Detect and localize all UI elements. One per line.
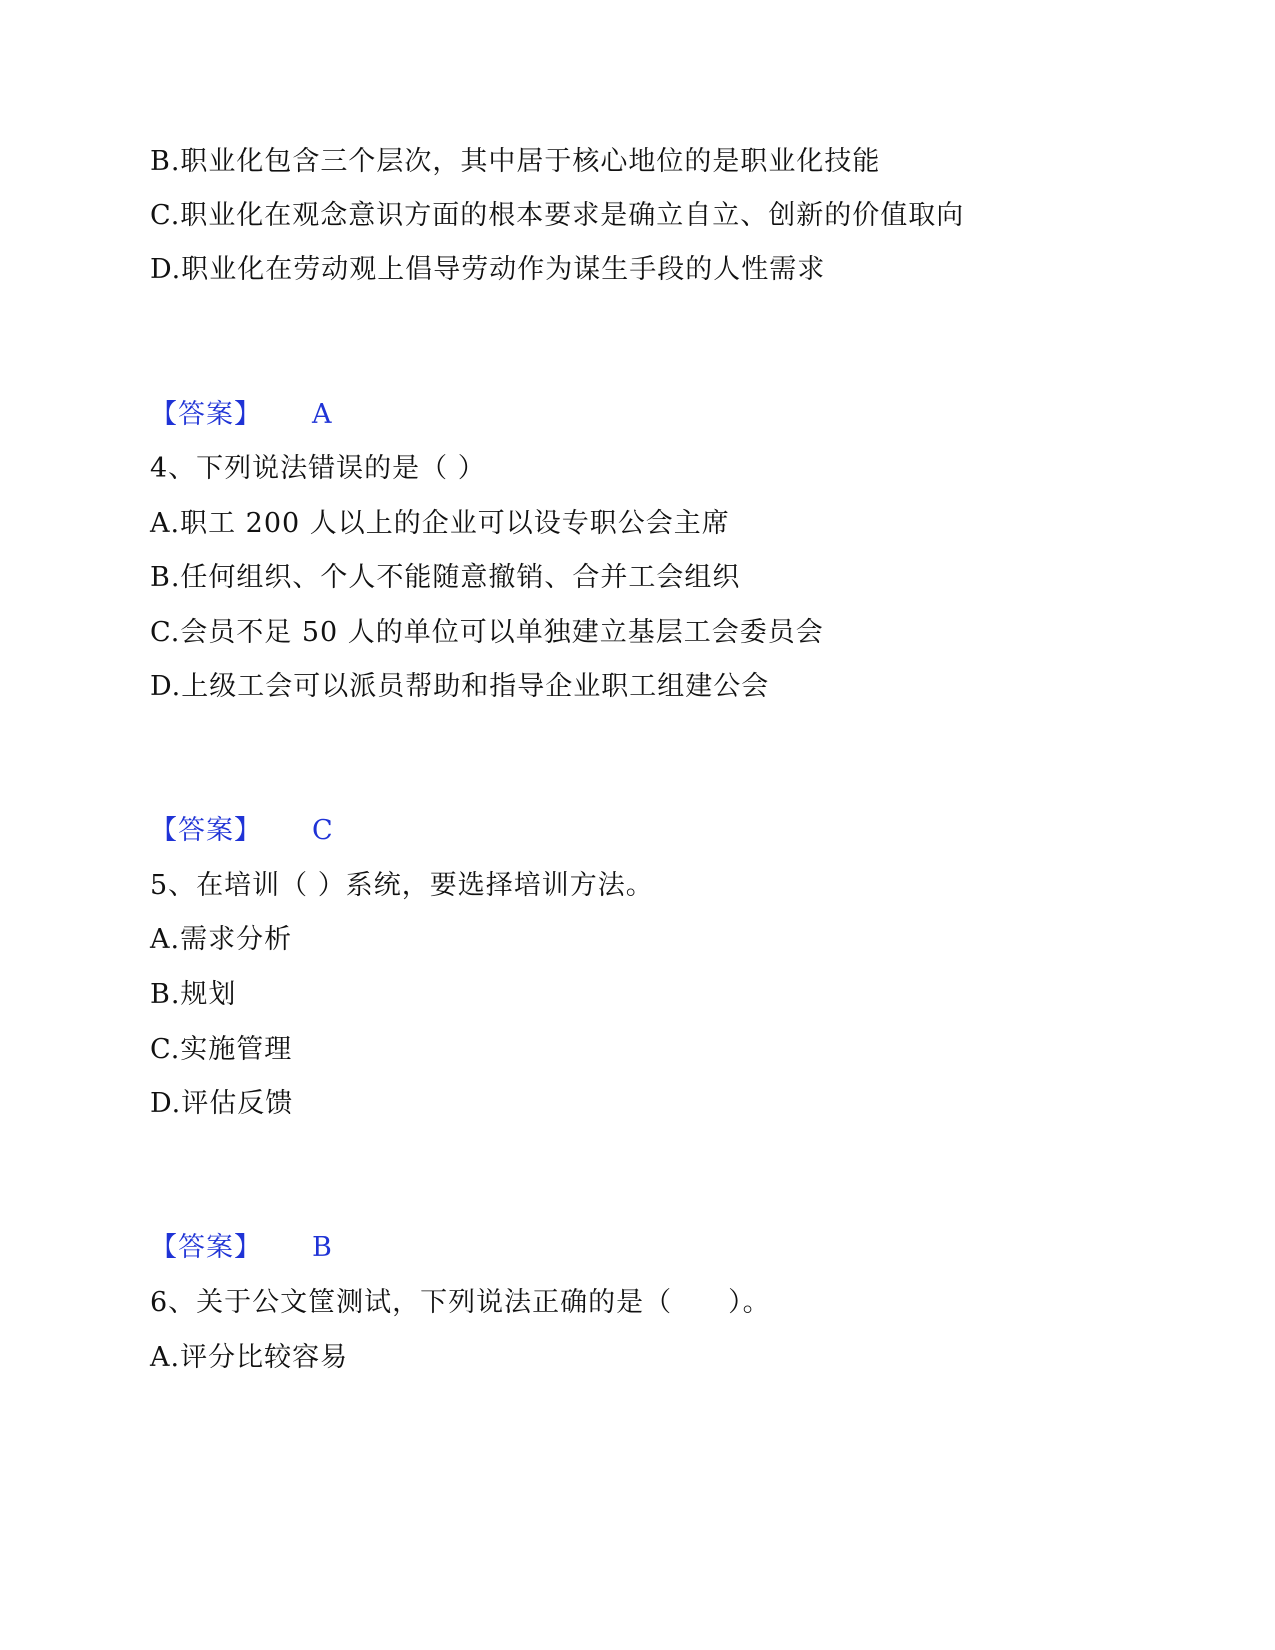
q3-answer <box>150 397 333 433</box>
answer-label: 【答案】 <box>150 815 262 846</box>
q3-option-b: B.职业化包含三个层次，其中居于核心地位的是职业化技能 <box>150 146 881 177</box>
q5-option-a: A.需求分析 <box>150 924 293 955</box>
q4-question: 4、下列说法错误的是（ ） <box>150 453 486 484</box>
q4-answer <box>150 813 334 849</box>
q6-question: 6、关于公文筐测试，下列说法正确的是（ ）。 <box>150 1287 771 1318</box>
q4-option-d: D.上级工会可以派员帮助和指导企业职工组建公会 <box>150 671 770 702</box>
q3-option-d: D.职业化在劳动观上倡导劳动作为谋生手段的人性需求 <box>150 254 826 285</box>
q4-option-a: A.职工 200 人以上的企业可以设专职公会主席 <box>150 508 730 539</box>
q4-option-c: C.会员不足 50 人的单位可以单独建立基层工会委员会 <box>150 617 824 648</box>
q5-option-b: B.规划 <box>150 979 237 1010</box>
answer-value: C <box>312 815 334 846</box>
q5-question: 5、在培训（ ）系统，要选择培训方法。 <box>150 870 654 901</box>
q5-option-c: C.实施管理 <box>150 1034 293 1065</box>
answer-label: 【答案】 <box>150 1232 262 1263</box>
answer-value: B <box>312 1232 333 1263</box>
q4-option-b: B.任何组织、个人不能随意撤销、合并工会组织 <box>150 562 741 593</box>
q5-option-d: D.评估反馈 <box>150 1088 294 1119</box>
q5-answer <box>150 1230 333 1266</box>
q6-option-a: A.评分比较容易 <box>150 1342 349 1373</box>
answer-label: 【答案】 <box>150 399 262 430</box>
answer-value: A <box>312 399 333 430</box>
q3-option-c: C.职业化在观念意识方面的根本要求是确立自立、创新的价值取向 <box>150 200 965 231</box>
